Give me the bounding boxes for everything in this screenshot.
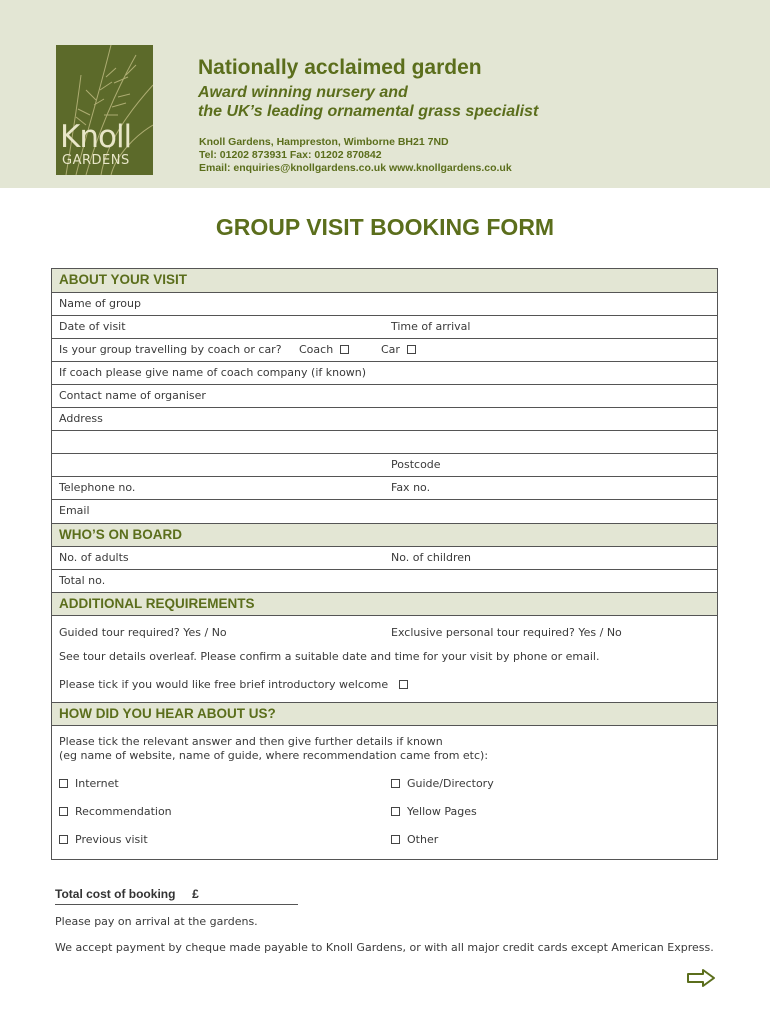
pay-on-arrival-note: Please pay on arrival at the gardens. [55,915,258,928]
tagline: Nationally acclaimed garden [198,56,482,79]
logo-knoll-text: Knoll [60,119,132,155]
welcome-checkbox[interactable] [399,680,408,689]
car-label: Car [381,343,400,356]
internet-label: Internet [75,777,119,790]
contact-email: Email: enquiries@knollgardens.co.uk www.knollgardens.co.uk [199,162,512,174]
previous-visit-label: Previous visit [75,833,148,846]
welcome-label: Please tick if you would like free brief introductory welcome [59,678,389,691]
option-yellow-pages[interactable] [391,805,477,818]
fax-label[interactable]: Fax no. [391,481,431,494]
logo-gardens-text: GARDENS [62,153,130,168]
total-number-label: Total no. [59,574,106,587]
guided-tour-question[interactable]: Guided tour required? Yes / No [59,626,227,639]
car-checkbox[interactable] [407,345,416,354]
group-name-label: Name of group [59,297,141,310]
time-of-arrival-label[interactable]: Time of arrival [391,320,471,333]
section-board-heading: WHO’S ON BOARD [52,523,717,547]
page-title: GROUP VISIT BOOKING FORM [215,214,555,240]
phone-fax-row [52,477,717,500]
total-cost-label: Total cost of booking [55,887,176,901]
adults-children-row [52,547,717,570]
car-option[interactable] [381,339,416,361]
subline-award: Award winning nursery and [198,84,408,101]
total-number-field[interactable] [52,570,717,593]
subline-specialist: the UK’s leading ornamental grass specialist [198,103,539,120]
postcode-row[interactable] [52,454,717,477]
option-other[interactable] [391,833,438,846]
coach-checkbox[interactable] [340,345,349,354]
contact-address: Knoll Gardens, Hampreston, Wimborne BH21 7ND [199,136,449,148]
option-internet[interactable] [59,777,119,790]
date-of-visit-label[interactable]: Date of visit [59,320,126,333]
postcode-label: Postcode [391,458,441,471]
address-line-2[interactable] [52,431,717,454]
arrow-right-icon[interactable] [686,968,716,988]
coach-option[interactable] [299,339,349,361]
organiser-label: Contact name of organiser [59,389,206,402]
payment-methods-note: We accept payment by cheque made payable to Knoll Gardens, or with all major credit cards except American Express. [55,941,714,954]
coach-company-label: If coach please give name of coach company (if known) [59,366,367,379]
other-checkbox[interactable] [391,835,400,844]
travel-question: Is your group travelling by coach or car? [59,343,282,356]
coach-label: Coach [299,343,334,356]
hear-instruction-1: Please tick the relevant answer and then give further details if known [59,735,443,748]
children-label[interactable]: No. of children [391,551,471,564]
yellow-pages-checkbox[interactable] [391,807,400,816]
option-recommendation[interactable] [59,805,172,818]
knoll-gardens-logo [56,45,153,175]
date-time-row [52,316,717,339]
internet-checkbox[interactable] [59,779,68,788]
welcome-option[interactable] [59,678,408,691]
section-additional-heading: ADDITIONAL REQUIREMENTS [52,592,717,616]
address-field[interactable] [52,408,717,431]
guide-checkbox[interactable] [391,779,400,788]
organiser-field[interactable] [52,385,717,408]
section-about-heading: ABOUT YOUR VISIT [52,269,717,293]
address-label: Address [59,412,103,425]
booking-form [51,268,718,860]
exclusive-tour-question[interactable]: Exclusive personal tour required? Yes / No [391,626,622,639]
hear-instruction-2: (eg name of website, name of guide, where recommendation came from etc): [59,749,489,762]
total-cost-field[interactable] [55,887,298,905]
option-guide-directory[interactable] [391,777,494,790]
telephone-label[interactable]: Telephone no. [59,481,136,494]
tour-details-note: See tour details overleaf. Please confirm a suitable date and time for your visit by phone or email. [59,650,600,663]
contact-phone: Tel: 01202 873931 Fax: 01202 870842 [199,149,382,161]
travel-row [52,339,717,362]
option-previous-visit[interactable] [59,833,148,846]
previous-visit-checkbox[interactable] [59,835,68,844]
email-label: Email [59,504,90,517]
group-name-field[interactable] [52,293,717,316]
adults-label[interactable]: No. of adults [59,551,129,564]
guide-label: Guide/Directory [407,777,494,790]
coach-company-field[interactable] [52,362,717,385]
currency-symbol: £ [192,887,199,901]
recommendation-checkbox[interactable] [59,807,68,816]
section-hear-heading: HOW DID YOU HEAR ABOUT US? [52,702,717,726]
other-label: Other [407,833,439,846]
recommendation-label: Recommendation [75,805,172,818]
yellow-pages-label: Yellow Pages [407,805,477,818]
email-field[interactable] [52,500,717,524]
